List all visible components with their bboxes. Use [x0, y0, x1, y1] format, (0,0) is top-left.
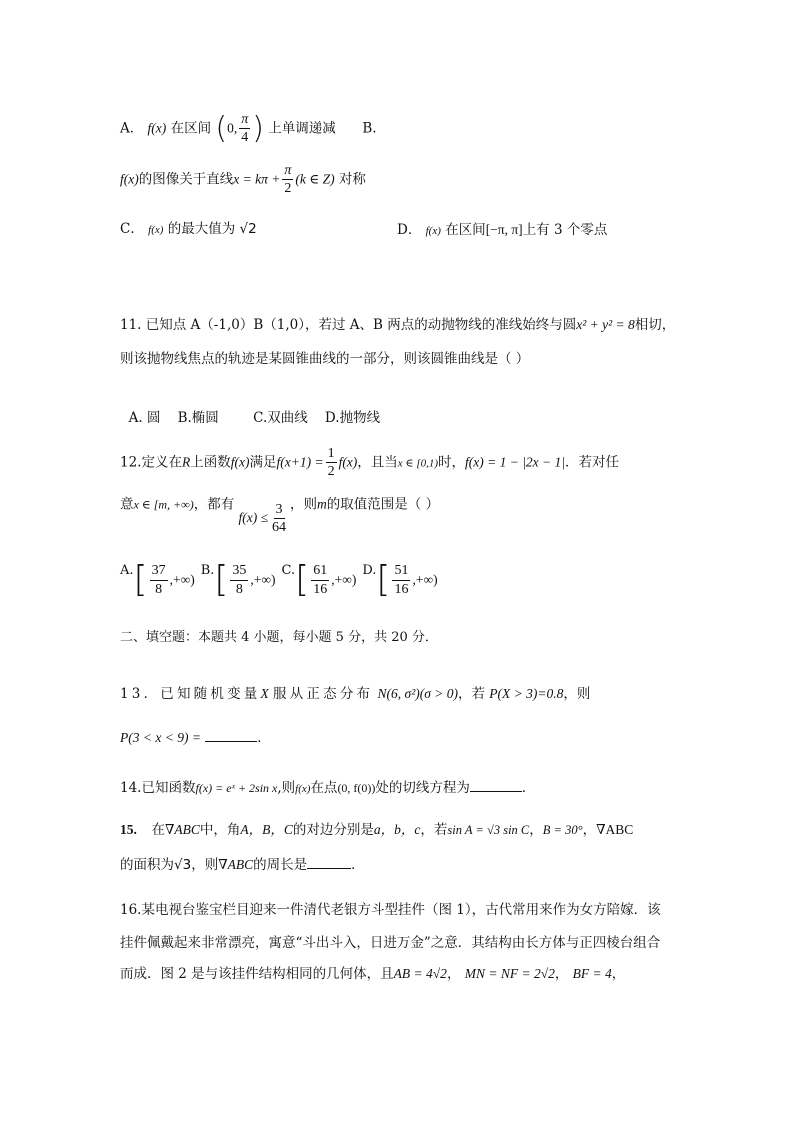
text: ．	[351, 857, 365, 873]
math-expr: √2	[239, 221, 257, 237]
fraction-denominator: 16	[313, 581, 328, 597]
bracket-open: [	[295, 559, 310, 600]
math-expr: a，b，c	[373, 822, 421, 837]
fraction	[311, 563, 329, 597]
text: 在区间	[445, 222, 486, 238]
fraction-numerator: 51	[392, 563, 410, 580]
text: 上有 3 个零点	[522, 222, 608, 238]
math-expr: B = 30°	[542, 823, 583, 837]
text: ，若	[420, 822, 448, 838]
fraction	[270, 502, 288, 536]
math-expr: f(x)	[120, 171, 139, 187]
math-expr: R	[181, 454, 191, 470]
section-title: 二、填空题：本题共 4 小题，每小题 5 分，共 20 分．	[120, 630, 438, 645]
math-expr: x ∈ [0,1)	[397, 457, 439, 470]
fraction	[282, 163, 293, 197]
fraction-denominator: 2	[284, 181, 292, 197]
section-heading	[120, 631, 438, 644]
question-text: 则该抛物线焦点的轨迹是某圆锥曲线的一部分，则该圆锥曲线是（ ）	[120, 351, 530, 367]
option-label: B.	[362, 120, 377, 137]
math-expr: ,+∞)	[331, 572, 357, 588]
text: 服从正态分布	[273, 686, 374, 702]
paren-close: )	[252, 110, 264, 146]
q13-line1	[120, 687, 590, 702]
math-expr: f(x) = 1 − |2x − 1|	[465, 454, 565, 470]
math-expr: X	[260, 686, 269, 701]
q10-option-a	[120, 112, 377, 146]
math-expr: f(x) = eˣ + 2sin x	[195, 781, 278, 795]
option-label: C．	[120, 221, 144, 237]
option-label: D．	[397, 222, 422, 238]
math-expr: f(x)	[425, 225, 441, 237]
math-expr: ∇ABC	[218, 857, 254, 872]
text: ，则	[191, 857, 219, 873]
question-text: 而成．图 2 是与该挂件结构相同的几何体，且	[120, 966, 394, 982]
fraction-denominator: 8	[155, 581, 163, 597]
math-expr: ,+∞)	[250, 572, 276, 588]
bracket-open: [	[214, 559, 229, 600]
q11-options	[120, 398, 380, 425]
text: 的取值范围是（ ）	[326, 496, 440, 513]
text: 上单调递减	[268, 120, 336, 137]
math-expr: A，B，C	[240, 822, 293, 837]
math-expr: m	[317, 496, 327, 512]
math-expr: sin A = √3 sin C	[447, 823, 530, 837]
math-expr: x ∈ [m, +∞)	[133, 497, 194, 512]
math-expr: ,+∞)	[412, 572, 438, 588]
question-number: 15.	[120, 822, 137, 837]
fraction-numerator: 3	[274, 502, 285, 519]
q12-options	[120, 559, 444, 600]
math-expr: [−π, π]	[485, 222, 523, 237]
q12-option-b	[200, 559, 276, 600]
fraction-numerator: π	[239, 112, 250, 129]
text: 处的切线方程为	[375, 780, 470, 796]
q14-line	[120, 779, 535, 796]
question-text: 11. 已知点 A（-1,0）B（1,0），若过 A、B 两点的动抛物线的准线始终与圆	[120, 317, 577, 333]
fraction-denominator: 64	[272, 520, 287, 536]
math-expr: (0, f(0))	[337, 781, 376, 795]
text: 相切，	[634, 317, 676, 333]
math-expr: P(3 < x < 9) =	[120, 730, 201, 745]
text: ，则	[563, 686, 591, 702]
q15-line1	[120, 823, 633, 838]
math-expr: f(x)	[147, 120, 167, 136]
text: 14.已知函数	[120, 780, 196, 796]
math-expr: 0,	[227, 120, 238, 136]
q12-option-a	[120, 559, 195, 600]
q11-line2	[120, 353, 529, 367]
text: 12.定义在	[120, 454, 182, 471]
fraction-denominator: 4	[241, 130, 249, 146]
text: 的对边分别是	[292, 822, 374, 838]
fraction-numerator: 1	[326, 446, 337, 463]
q11-line1	[120, 318, 675, 333]
q16-line2	[120, 937, 660, 951]
text: ，且当	[357, 454, 398, 471]
math-expr: f(x)	[295, 783, 311, 795]
options-text: A. 圆 B.椭圆 C.双曲线 D.抛物线	[128, 409, 381, 426]
text: ，若	[458, 686, 485, 702]
math-expr: ∇ABC	[164, 822, 200, 837]
text: ，	[611, 966, 626, 982]
math-expr: √3	[174, 857, 192, 873]
math-expr: x² + y² = 8	[576, 317, 635, 332]
question-text: 挂件佩戴起来非常漂亮，寓意“斗出斗入，日进万金”之意．其结构由长方体与正四棱台组合	[120, 935, 661, 951]
math-expr: N(6, σ²)(σ > 0)	[377, 686, 458, 701]
math-expr: f(x)	[338, 454, 358, 470]
text: 在	[151, 822, 165, 838]
math-expr: AB = 4√2	[393, 966, 447, 981]
math-expr: MN = NF = 2√2	[464, 966, 555, 981]
q12-option-d	[362, 559, 438, 600]
math-expr: (k ∈ Z)	[295, 171, 335, 187]
text: ，	[582, 822, 597, 838]
bracket-open: [	[133, 559, 148, 600]
q10-option-c	[120, 223, 257, 237]
q12-option-c	[281, 559, 357, 600]
text: 满足	[249, 454, 277, 471]
q12-line1	[120, 446, 619, 480]
text: 对称	[338, 171, 366, 188]
q16-line1	[120, 904, 661, 918]
q13-line2	[120, 729, 271, 746]
option-label: D.	[362, 563, 377, 578]
math-expr: f(x) ≤	[238, 510, 269, 526]
question-text: 16.某电视台鉴宝栏目迎来一件清代老银方斗型挂件（图 1），古代常用来作为女方陪嫁．该	[120, 902, 661, 918]
text: 中，角	[199, 822, 241, 838]
text: 在点	[310, 780, 338, 796]
option-label: A．	[120, 120, 144, 137]
text: 的周长是	[253, 857, 308, 873]
text: 的面积为	[120, 857, 174, 873]
answer-blank[interactable]	[205, 729, 257, 742]
paren-open: (	[215, 110, 228, 146]
q16-line3	[120, 967, 625, 982]
bracket-open: [	[376, 559, 391, 600]
text: ,则	[277, 780, 296, 796]
text: ．	[521, 780, 536, 796]
fraction	[150, 563, 168, 597]
text: 的最大值为	[167, 221, 236, 237]
q10-option-d	[397, 223, 607, 238]
option-label: C.	[281, 563, 296, 578]
text: ，	[529, 822, 543, 838]
text: 意	[120, 496, 134, 513]
math-expr: f(x)	[230, 454, 250, 470]
math-expr: ,+∞)	[169, 572, 195, 588]
answer-blank[interactable]	[307, 856, 351, 869]
text: ．若对任	[565, 454, 619, 471]
fraction-denominator: 16	[394, 581, 409, 597]
text: ，	[446, 966, 461, 982]
text: ，	[554, 966, 569, 982]
fraction	[239, 112, 250, 146]
fraction-numerator: 35	[230, 563, 248, 580]
math-expr: f(x)	[148, 224, 164, 236]
math-expr: ∇ABC	[596, 822, 634, 837]
math-expr: x = kπ +	[233, 171, 281, 187]
fraction	[392, 563, 410, 597]
fraction-numerator: 61	[311, 563, 329, 580]
math-expr: BF = 4	[572, 966, 612, 981]
fraction-numerator: 37	[150, 563, 168, 580]
text: 的图像关于直线	[138, 171, 234, 188]
q12-line2	[120, 488, 440, 536]
q10-option-b	[120, 163, 366, 197]
q15-line2	[120, 856, 365, 873]
text: 上函数	[190, 454, 231, 471]
text: ．	[257, 730, 271, 746]
text: 13．已知随机变量	[120, 686, 261, 702]
text: 时，	[438, 454, 466, 471]
fraction-denominator: 2	[327, 464, 335, 480]
fraction	[230, 563, 248, 597]
fraction-denominator: 8	[235, 581, 243, 597]
fraction	[326, 446, 337, 480]
text: ，都有	[193, 496, 235, 513]
math-expr: f(x+1) =	[276, 454, 324, 470]
answer-blank[interactable]	[470, 779, 522, 792]
option-label: B.	[200, 563, 215, 578]
text: 在区间	[170, 120, 212, 137]
text: ，则	[290, 496, 318, 513]
math-expr: P(X > 3)=0.8	[489, 686, 564, 701]
fraction-numerator: π	[282, 163, 293, 180]
option-label: A.	[120, 563, 134, 578]
